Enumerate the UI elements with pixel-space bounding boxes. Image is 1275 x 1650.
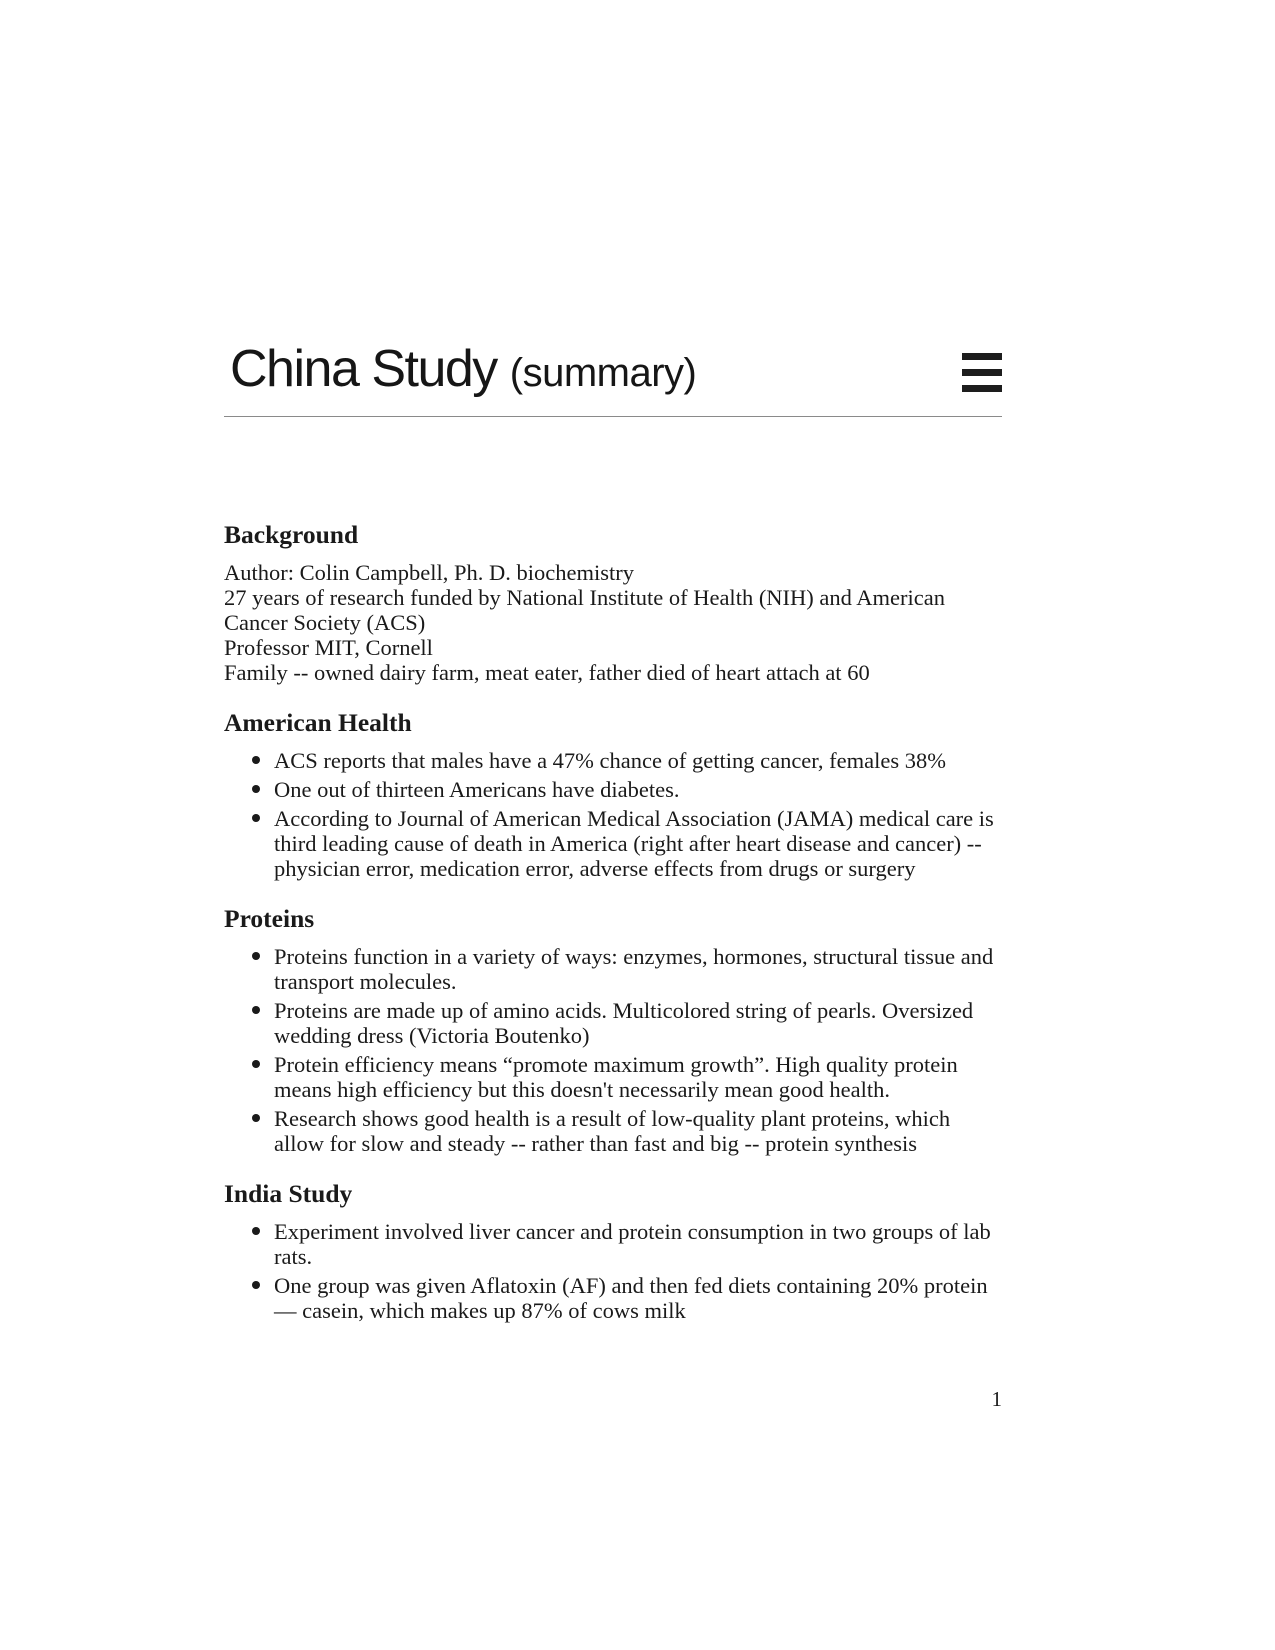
bullet-icon [252, 1060, 260, 1068]
list-item-text: Proteins function in a variety of ways: enzymes, hormones, structural tissue and transport molecules. [274, 944, 994, 994]
section-heading: Background [224, 520, 359, 549]
list-item-text: According to Journal of American Medical Association (JAMA) medical care is third leading cause of death in America (right after heart disease and cancer) -- physician error, medication error, adverse effects from drugs or surgery [274, 806, 994, 881]
bullet-icon [252, 1281, 260, 1289]
title-summary-label: (summary) [509, 351, 697, 395]
section-india-study [224, 1179, 1004, 1323]
background-line: Author: Colin Campbell, Ph. D. biochemistry [224, 560, 634, 585]
list-item-text: ACS reports that males have a 47% chance of getting cancer, females 38% [274, 748, 946, 773]
section-american-health [224, 708, 1004, 881]
document-body [224, 520, 1004, 1346]
bullet-icon [252, 1114, 260, 1122]
section-background [224, 520, 1004, 685]
background-line: 27 years of research funded by National Institute of Health (NIH) and American Cancer Society (ACS) [224, 585, 945, 635]
list-item [224, 806, 1004, 881]
list-item-text: Experiment involved liver cancer and protein consumption in two groups of lab rats. [274, 1219, 991, 1269]
bullet-icon [252, 756, 260, 764]
title-main: China Study [230, 340, 497, 398]
list-item [224, 1052, 1004, 1102]
trigram-heaven-icon [962, 353, 1002, 393]
list-item-text: One group was given Aflatoxin (AF) and then fed diets containing 20% protein — casein, which makes up 87% of cows milk [274, 1273, 988, 1323]
list-item-text: Research shows good health is a result of low-quality plant proteins, which allow for slow and steady -- rather than fast and big -- protein synthesis [274, 1106, 951, 1156]
bullet-icon [252, 814, 260, 822]
list-item [224, 998, 1004, 1048]
bullet-icon [252, 952, 260, 960]
section-heading: Proteins [224, 904, 315, 933]
header-divider [224, 416, 1002, 417]
document-header [224, 337, 1002, 417]
list-item [224, 1106, 1004, 1156]
section-proteins [224, 904, 1004, 1156]
list-item [224, 748, 1004, 773]
background-line: Family -- owned dairy farm, meat eater, father died of heart attach at 60 [224, 660, 870, 685]
bullet-icon [252, 785, 260, 793]
page-number: 1 [991, 1387, 1002, 1411]
document-title [230, 340, 697, 398]
bullet-icon [252, 1227, 260, 1235]
list-item-text: Proteins are made up of amino acids. Multicolored string of pearls. Oversized wedding dress (Victoria Boutenko) [274, 998, 974, 1048]
bullet-list [224, 944, 1004, 1156]
list-item [224, 1273, 1004, 1323]
list-item-text: One out of thirteen Americans have diabetes. [274, 777, 680, 802]
bullet-list [224, 1219, 1004, 1323]
list-item [224, 1219, 1004, 1269]
section-heading: India Study [224, 1179, 353, 1208]
bullet-icon [252, 1006, 260, 1014]
list-item [224, 777, 1004, 802]
list-item-text: Protein efficiency means “promote maximum growth”. High quality protein means high efficiency but this doesn't necessarily mean good health. [274, 1052, 958, 1102]
background-line: Professor MIT, Cornell [224, 635, 433, 660]
section-heading: American Health [224, 708, 412, 737]
bullet-list [224, 748, 1004, 881]
list-item [224, 944, 1004, 994]
